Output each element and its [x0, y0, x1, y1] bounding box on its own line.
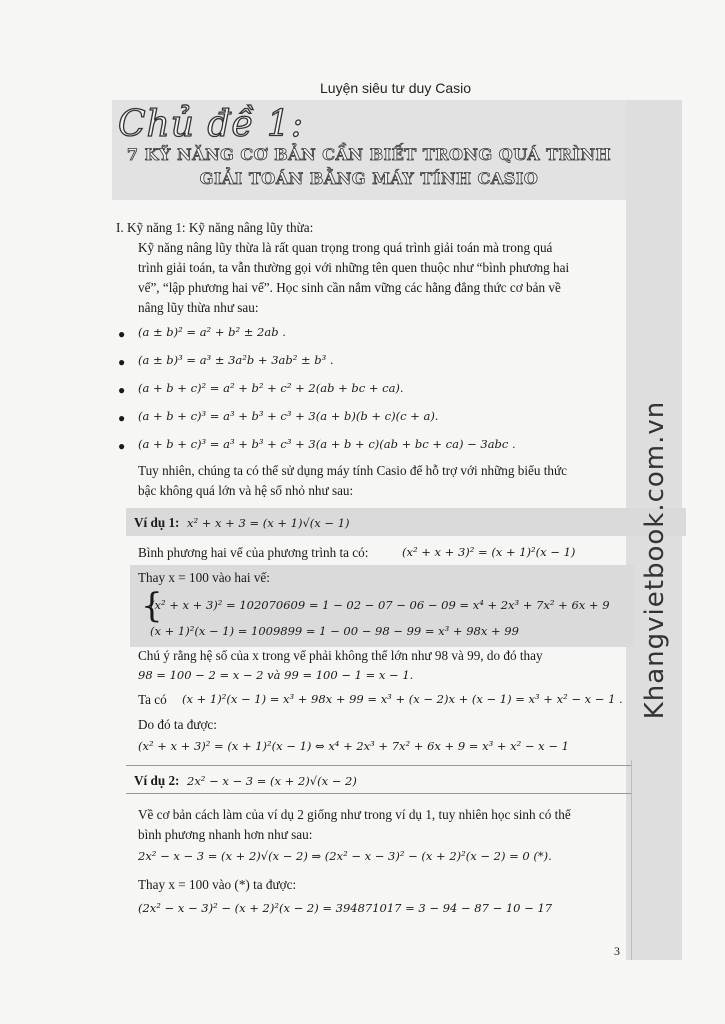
system-brace: {	[141, 586, 163, 626]
example2-text-line: bình phương nhanh hơn như sau:	[138, 827, 313, 842]
identity-2: (a ± b)³ = a³ ± 3a²b + 3ab² ± b³ .	[138, 353, 334, 367]
bullet-icon: ●	[118, 411, 126, 425]
example2-bottom-rule	[126, 793, 631, 794]
chapter-title-line1: 7 KỸ NĂNG CƠ BẢN CẦN BIẾT TRONG QUÁ TRÌNH	[126, 145, 612, 164]
example2-label: Ví dụ 2:	[134, 773, 180, 788]
system-line-1: (x² + x + 3)² = 102070609 = 1 − 02 − 07 − 06 − 09 = x⁴ + 2x³ + 7x² + 6x + 9	[150, 598, 610, 612]
bullet-icon: ●	[118, 327, 126, 341]
after-identities-line: Tuy nhiên, chúng ta có thể sử dụng máy tính Casio để hỗ trợ với những biểu thức	[138, 463, 568, 478]
intro-line: trình giải toán, ta vẫn thường gọi với những tên quen thuộc như “bình phương hai	[138, 260, 570, 275]
example2-top-rule	[126, 765, 631, 766]
bullet-icon: ●	[118, 439, 126, 453]
identity-5: (a + b + c)³ = a³ + b³ + c³ + 3(a + b + c)(ab + bc + ca) − 3abc .	[138, 437, 516, 451]
bullet-icon: ●	[118, 383, 126, 397]
example2-equation: 2x² − x − 3 = (x + 2)√(x − 2)	[187, 774, 357, 788]
result-equation: (x² + x + 3)² = (x + 1)²(x − 1) ⇔ x⁴ + 2x³ + 7x² + 6x + 9 = x³ + x² − x − 1	[138, 739, 569, 753]
after-identities-line: bậc không quá lớn và hệ số nhỏ như sau:	[138, 483, 354, 498]
note-line: 98 = 100 − 2 = x − 2 và 99 = 100 − 1 = x − 1.	[138, 668, 414, 682]
page-number: 3	[614, 944, 620, 958]
identity-3: (a + b + c)² = a² + b² + c² + 2(ab + bc + ca).	[138, 381, 404, 395]
example2-text-line: Về cơ bản cách làm của ví dụ 2 giống như trong ví dụ 1, tuy nhiên học sinh có thể	[138, 807, 571, 822]
note-line: Chú ý rằng hệ số của x trong vế phải không thể lớn như 98 và 99, do đó thay	[138, 648, 543, 663]
margin-line	[631, 760, 632, 960]
intro-line: vế”, “lập phương hai vế”. Học sinh cần nắm vững các hằng đẳng thức cơ bản về	[138, 280, 561, 295]
example1-label: Ví dụ 1:	[134, 515, 180, 530]
chapter-title-line2: GIẢI TOÁN BẰNG MÁY TÍNH CASIO	[199, 169, 539, 188]
example2-eq2: (2x² − x − 3)² − (x + 2)²(x − 2) = 394871017 = 3 − 94 − 87 − 10 − 17	[138, 901, 553, 915]
intro-line: nâng lũy thừa như sau:	[138, 300, 259, 315]
example2-substitute: Thay x = 100 vào (*) ta được:	[138, 877, 297, 892]
intro-line: Kỹ năng nâng lũy thừa là rất quan trọng trong quá trình giải toán mà trong quá	[138, 240, 553, 255]
example1-equation: x² + x + 3 = (x + 1)√(x − 1)	[187, 516, 350, 530]
chapter-label: Chủ đề 1:	[118, 104, 305, 145]
running-header: Luyện siêu tư duy Casio	[320, 80, 472, 96]
taco-equation: (x + 1)²(x − 1) = x³ + 98x + 99 = x³ + (x − 2)x + (x − 1) = x³ + x² − x − 1 .	[182, 692, 623, 706]
identity-1: (a ± b)² = a² + b² ± 2ab .	[138, 325, 286, 339]
example2-eq1: 2x² − x − 3 = (x + 2)√(x − 2) ⇒ (2x² − x − 3)² − (x + 2)²(x − 2) = 0 (*).	[138, 849, 552, 863]
identity-4: (a + b + c)³ = a³ + b³ + c³ + 3(a + b)(b + c)(c + a).	[138, 409, 439, 423]
bullet-icon: ●	[118, 355, 126, 369]
result-text: Do đó ta được:	[138, 717, 217, 732]
taco-prefix: Ta có	[138, 692, 167, 707]
system-line-2: (x + 1)²(x − 1) = 1009899 = 1 − 00 − 98 − 99 = x³ + 98x + 99	[150, 624, 519, 638]
section-heading: I. Kỹ năng 1: Kỹ năng nâng lũy thừa:	[116, 220, 314, 235]
example1-substitute: Thay x = 100 vào hai vế:	[138, 570, 270, 585]
watermark: Khangvietbook.com.vn	[640, 400, 670, 720]
example1-squaring-text: Bình phương hai vế của phương trình ta có:	[138, 545, 369, 560]
example1-squaring-eq: (x² + x + 3)² = (x + 1)²(x − 1)	[402, 545, 576, 559]
